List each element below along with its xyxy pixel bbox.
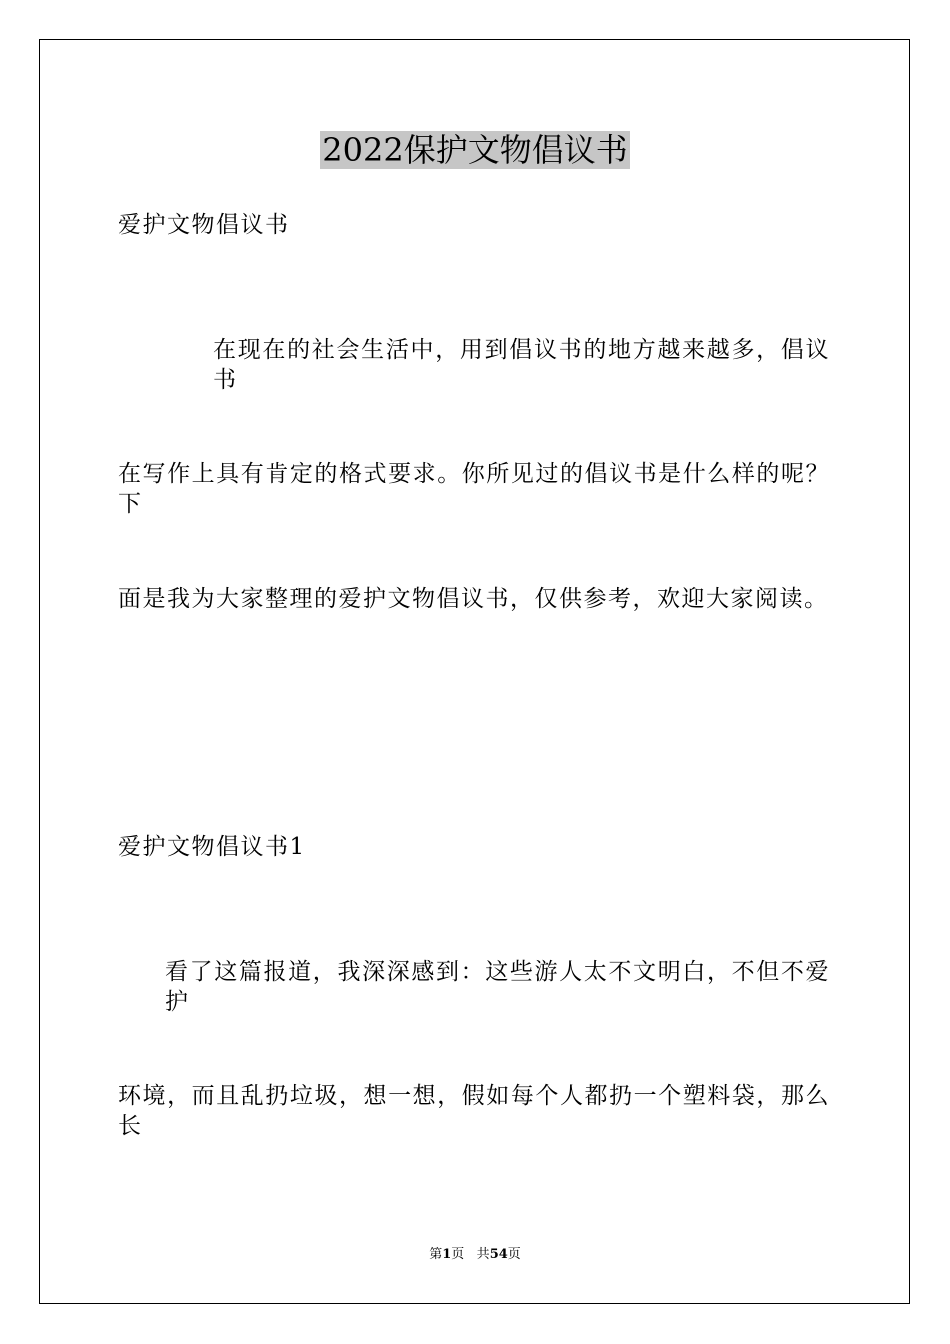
section-heading: 爱护文物倡议书1 [118,834,306,860]
paragraph-line: 看了这篇报道，我深深感到：这些游人太不文明白，不但不爱护 [165,959,830,1015]
footer-total-suffix: 页 [507,1247,521,1262]
document-title [0,126,950,174]
page-footer [0,1246,950,1264]
paragraph-line: 环境，而且乱扔垃圾，想一想，假如每个人都扔一个塑料袋，那么长 [118,1083,830,1139]
paragraph-line: 在现在的社会生活中，用到倡议书的地方越来越多，倡议书 [213,337,830,393]
footer-page-suffix: 页 [451,1247,465,1262]
paragraph-line: 在写作上具有肯定的格式要求。你所见过的倡议书是什么样的呢？下 [118,461,830,517]
document-subtitle: 爱护文物倡议书 [118,212,290,238]
paragraph-line: 面是我为大家整理的爱护文物倡议书，仅供参考，欢迎大家阅读。 [118,586,829,612]
footer-page-number: 1 [442,1247,452,1262]
footer-total-pages: 54 [489,1247,508,1262]
footer-page-prefix: 第 [429,1247,443,1262]
document-title-text: 2022保护文物倡议书 [322,131,628,169]
footer-total-prefix: 共 [476,1247,490,1262]
